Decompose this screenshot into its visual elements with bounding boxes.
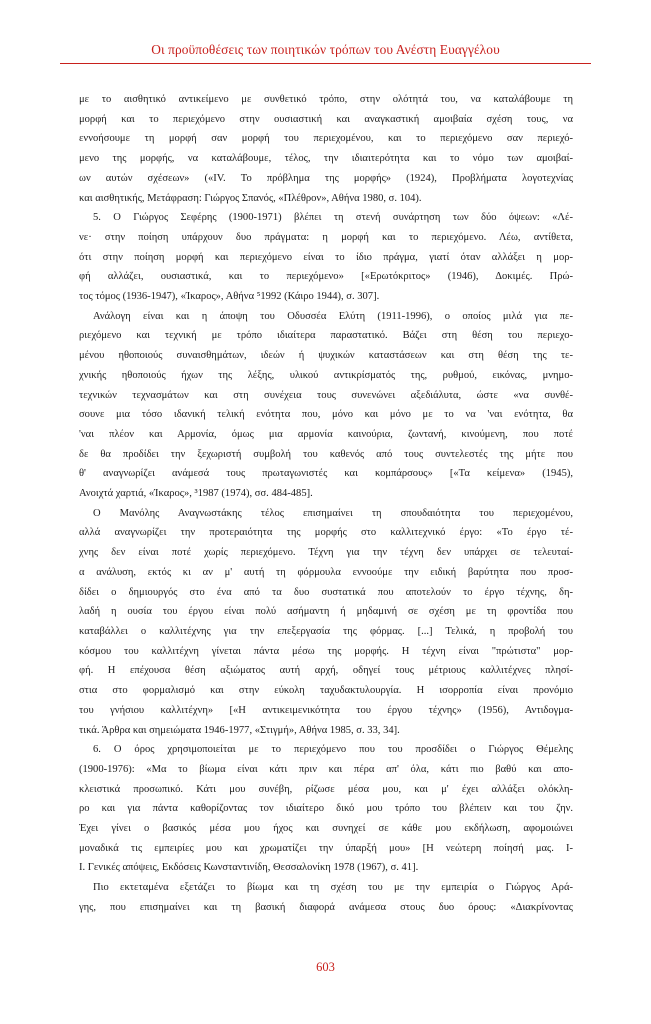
paragraph: [79, 307, 573, 504]
text-line: μορφή και το περιεχόμενο στην ουσιαστική και αναγκαστική αμοιβαία σχέση τους, να: [79, 113, 573, 125]
text-line: τικά. Άρθρα και σημειώματα 1946-1977, «Στιγμή», Αθήνα 1985, σ. 33, 34].: [79, 724, 400, 736]
text-line: μένου ηθοποιούς συναισθημάτων, ιδεών ή ψυχικών καταστάσεων και στη θέση της τε-: [79, 350, 573, 362]
paragraph: [79, 208, 573, 307]
text-line: ων αυτών σχέσεων» («IV. Το πρόβλημα της μορφής» (1924), Προβλήματα λογοτεχνίας: [79, 172, 573, 184]
body-text: [79, 90, 573, 918]
paragraph: [79, 90, 573, 208]
text-line: θ' αναγνωρίζει ανάμεσά τους πρωταγωνιστές και κομπάρσους» [«Τα κείμενα» (1945),: [79, 468, 573, 480]
page-number: 603: [316, 960, 335, 974]
paragraph: [79, 878, 573, 917]
text-line: χνικής ηθοποιούς ήχων της λέξης, υλικού αντικρίσματός της, ρυθμού, εικόνας, μνημο-: [79, 369, 573, 381]
text-line: δε θα προδίδει την ξεχωριστή συμβολή του καθενός από τους συντελεστές της μήτε που: [79, 448, 573, 460]
text-line: Ι. Γενικές απόψεις, Εκδόσεις Κωνσταντινίδη, Θεσσαλονίκη 1978 (1967), σ. 41].: [79, 862, 419, 874]
text-line: α ανάλυση, εκτός κι αν μ' αυτή τη φόρμουλα εννοούμε την ειδική βαρύτητα που προσ-: [79, 566, 573, 578]
running-header: Οι προϋποθέσεις των ποιητικών τρόπων του Ανέστη Ευαγγέλου: [151, 42, 500, 57]
text-line: γης, που επισημαίνει και τη βασική διαφορά ανάμεσα στους δυο όρους: «Διακρίνοντας: [79, 901, 573, 913]
text-line: τος τόμος (1936-1947), «Ίκαρος», Αθήνα ⁵1992 (Κάιρο 1944), σ. 307].: [79, 291, 380, 303]
text-line: δίδει ο δημιουργός στο ένα από τα δυο συστατικά που αποτελούν το έργο τέχνης, δη-: [79, 586, 573, 598]
text-line: στια στο φορμαλισμό και στην εύκολη ταχυδακτυλουργία. Η ισορροπία είναι προνόμιο: [79, 685, 573, 697]
text-line: εννοήσουμε τη μορφή σαν μορφή του περιεχομένου, και το περιεχόμενο σαν περιεχό-: [79, 133, 573, 145]
text-line: μοναδικά τις εμπειρίες μου και χρωματίζει την ύπαρξή μου» [Η νεώτερη ποίησή μας. Ι-: [79, 842, 573, 854]
text-line: κόσμου του καλλιτέχνη γίνεται πάντα μέσω της μορφής. Η τέχνη είναι "πρώτιστα" μορ-: [79, 645, 573, 657]
text-line: Ανοιχτά χαρτιά, «Ίκαρος», ³1987 (1974), σσ. 484-485].: [79, 488, 313, 500]
text-line: 5. Ο Γιώργος Σεφέρης (1900-1971) βλέπει τη στενή συνάρτηση των δύο όψεων: «Λέ-: [93, 212, 573, 224]
text-line: (1900-1976): «Μα το βίωμα είναι κάτι πριν και πέρα απ' όλα, κάτι πιο βαθύ και απο-: [79, 763, 573, 775]
text-line: Ο Μανόλης Αναγνωστάκης τέλος επισημαίνει τη σπουδαιότητα του περιεχομένου,: [93, 507, 573, 519]
text-line: λαδή η ουσία του έργου είναι πολύ ασήμαντη ή μηδαμινή σε σχέση με τη φροντίδα που: [79, 606, 573, 618]
text-line: Πιο εκτεταμένα εξετάζει το βίωμα και τη σχέση του με την εμπειρία ο Γιώργος Αρά-: [93, 882, 573, 894]
text-line: καταβάλλει ο καλλιτέχνης για την επεξεργασία της φόρμας. [...] Τελικά, η προβολή του: [79, 625, 573, 637]
text-line: ότι στην ποίηση μορφή και περιεχόμενο είναι το ίδιο πράγμα, γιατί όταν αλλάξει η μορ-: [79, 251, 573, 263]
text-line: ριεχόμενο και τεχνική με τρόπο ιδιαίτερα παραστατικό. Βάζει στη θέση του περιεχο-: [79, 330, 573, 342]
text-line: 6. Ο όρος χρησιμοποιείται με το περιεχόμενο που του προσδίδει ο Γιώργος Θέμελης: [93, 744, 573, 756]
text-line: φή αλλάζει, ουσιαστικά, και το περιεχόμενο» [«Ερωτόκριτος» (1946), Δοκιμές. Πρώ-: [79, 271, 573, 283]
text-line: αλλά αναγνωρίζει την προτεραιότητα της μορφής στο καλλιτεχνικό έργο: «Το έργο τέ-: [79, 527, 573, 539]
text-line: Ανάλογη είναι και η άποψη του Οδυσσέα Ελύτη (1911-1996), ο οποίος μιλά για πε-: [93, 310, 573, 322]
text-line: νε· στην ποίηση υπάρχουν δυο πράγματα: η μορφή και το περιεχόμενο. Λέω, αντίθετα,: [79, 231, 573, 243]
text-line: τεχνικών τεχνασμάτων και στη συνέχεια τους συνενώνει αξεδιάλυτα, ώστε «να συνθέ-: [79, 389, 573, 401]
text-line: ρο και για πάντα καθορίζοντας τον ιδιαίτερο δικό μου τρόπο του βλέπειν και του ζην.: [79, 803, 573, 815]
text-line: με το αισθητικό αντικείμενο με συνθετικό τρόπο, στην ολότητά του, να καταλάβουμε τη: [79, 94, 573, 105]
text-line: μενο της μορφής, να καταλάβουμε, τέλος, την ιδιαιτερότητα και το νόμο των αμοιβαί-: [79, 153, 573, 165]
text-line: σουνε μια τόσο ιδανική τελική ενότητα που, μόνο και μόνο με το να 'ναι ενότητα, θα: [79, 409, 573, 421]
header-rule: [60, 63, 591, 64]
text-line: 'ναι πλέον και Αρμονία, όμως μια αρμονία καινούρια, ζωντανή, κινούμενη, που ποτέ: [79, 428, 573, 440]
text-line: του γνήσιου καλλιτέχνη» [«Η αντικειμενικότητα του έργου τέχνης» (1956), Αντιδογμα-: [79, 704, 573, 716]
paragraph: [79, 740, 573, 878]
text-line: Έχει γίνει ο βασικός μέσα μου ήχος και συνηχεί σε κάθε μου εκδήλωση, αφομοιώνει: [79, 823, 573, 835]
text-line: φή. Η επέχουσα θέση αξιώματος αυτή αρχή, οδηγεί τους μέτριους καλλιτέχνες πλησί-: [79, 665, 573, 677]
text-line: χνης δεν είναι ποτέ χωρίς περιεχόμενο. Τέχνη για την τέχνη δεν υπάρχει σε τελευταί-: [79, 547, 573, 559]
text-line: και αισθητικής, Μετάφραση: Γιώργος Σπανός, «Πλέθρον», Αθήνα 1980, σ. 104).: [79, 192, 422, 204]
paragraph: [79, 504, 573, 740]
text-line: κλειστικά προσωπικό. Κάτι μου συνέβη, ρίζωσε μέσα μου, και μ' έχει αλλάξει ολόκλη-: [79, 783, 573, 795]
